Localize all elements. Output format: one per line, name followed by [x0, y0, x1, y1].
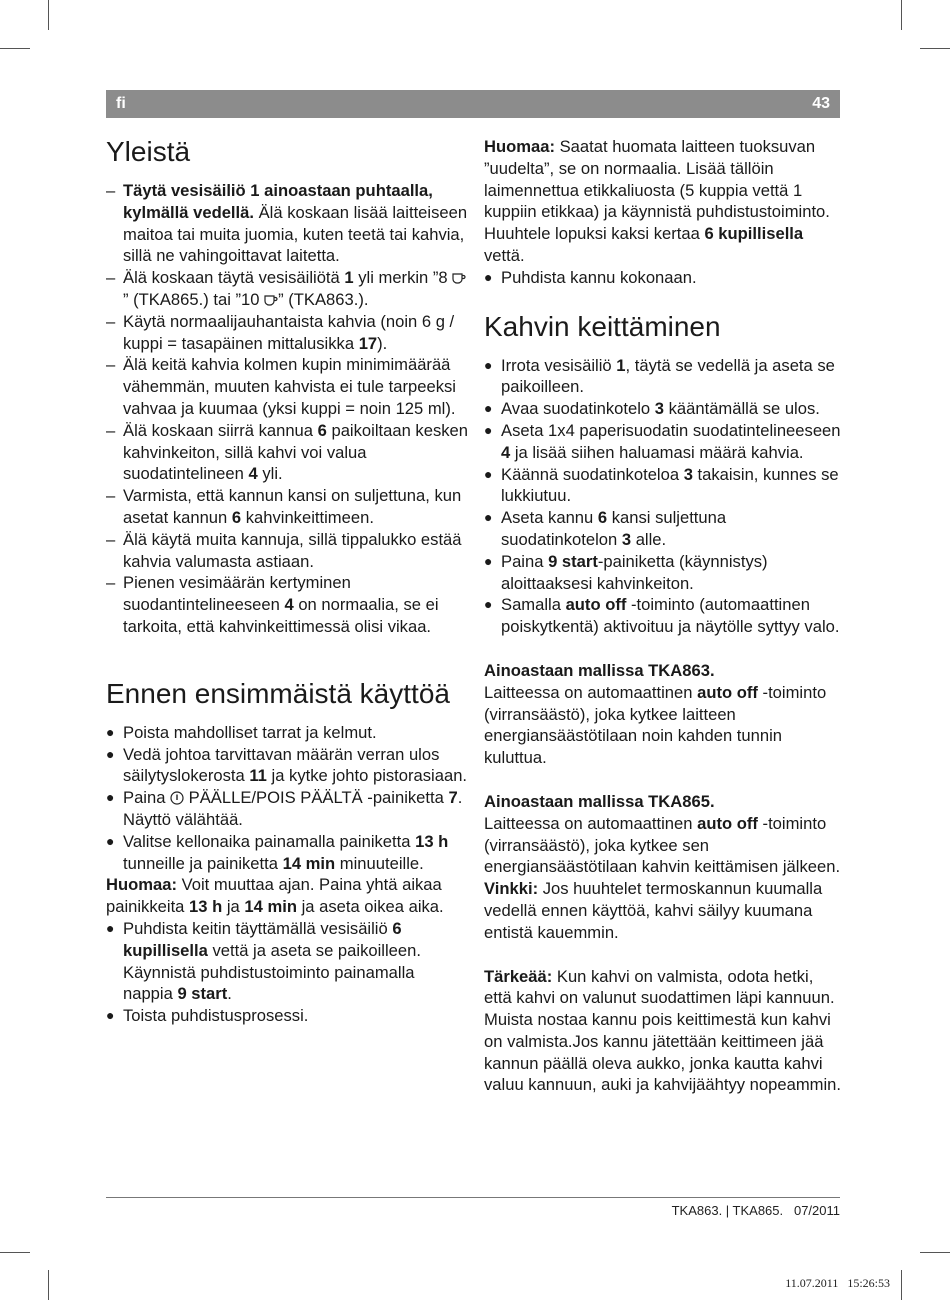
section-heading-general: Yleistä — [106, 136, 191, 167]
list-item: – Älä koskaan siirrä kannua 6 paikoiltaan kesken kahvinkeiton, sillä kahvi voi valua suodatintelineen 4 yli. — [106, 420, 468, 484]
section-heading-first-use: Ennen ensimmäistä käyttöä — [106, 677, 450, 709]
note-paragraph: Huomaa: Voit muuttaa ajan. Paina yhtä aikaa painikkeita 13 h ja 14 min ja aseta oikea aika. — [106, 875, 444, 917]
list-item: – Täytä vesisäiliö 1 ainoastaan puhtaalla, kylmällä vedellä. Älä koskaan lisää laitteiseen maitoa tai muita juomia, kuten teetä tai kahvia, sillä ne vahingoittavat laitetta. — [106, 181, 468, 266]
print-timestamp: 11.07.2011 15:26:53 — [785, 1276, 890, 1290]
important-note: Tärkeää: Kun kahvi on valmista, odota hetki, että kahvi on valunut suodattimen läpi kannuun. Muista nostaa kannu pois keittimestä kun kahvi on valmista.Jos kannu jätettään keittimeen jää kannun päällä oleva aukko, jonka kautta kahvi valuu kannuun, auki ja kahvijäähtyy nopeammin. — [484, 966, 841, 1095]
footer-models: TKA863. | TKA865. 07/2011 — [671, 1203, 840, 1218]
list-item: ● Valitse kellonaika painamalla painiketta 13 h tunneille ja painiketta 14 min minuuteille. — [106, 831, 449, 873]
crop-mark — [920, 48, 950, 49]
page-header-bar — [106, 90, 840, 118]
crop-mark — [901, 0, 902, 30]
left-column — [106, 136, 468, 1027]
list-item: ● Toista puhdistusprosessi. — [106, 1006, 309, 1026]
cup-icon — [452, 273, 466, 284]
list-item: – Älä koskaan täytä vesisäiliötä 1 yli merkin ”8 ” (TKA865.) tai ”10 ” (TKA863.). — [106, 267, 468, 311]
crop-mark — [48, 1270, 49, 1300]
language-code: fi — [116, 95, 126, 112]
list-item: ● Puhdista keitin täyttämällä vesisäiliö 6 kupillisella vettä ja aseta se paikoilleen. Käynnistä puhdistustoiminto painamalla nappia 9 start. — [106, 918, 421, 1004]
list-item: ● Paina 9 start-painiketta (käynnistys) aloittaaksesi kahvinkeiton. — [484, 551, 768, 593]
footer-divider — [106, 1197, 840, 1198]
crop-mark — [920, 1252, 950, 1253]
list-item: – Varmista, että kannun kansi on suljettuna, kun asetat kannun 6 kahvinkeittimeen. — [106, 486, 462, 527]
model-note-tka863: Ainoastaan mallissa TKA863. Laitteessa on automaattinen auto off -toiminto (virransäästö), joka kytkee laitteen energiansäästötilaan noin kahden tunnin kuluttua. — [484, 660, 827, 768]
cup-icon — [264, 295, 278, 306]
page-number: 43 — [812, 95, 830, 112]
list-item: ● Vedä johtoa tarvittavan määrän verran ulos säilytyslokerosta 11 ja kytke johto pistorasiaan. — [106, 744, 468, 786]
crop-mark — [0, 48, 30, 49]
right-column — [484, 136, 844, 1096]
list-item: ● Käännä suodatinkoteloa 3 takaisin, kunnes se lukkiutuu. — [484, 464, 839, 506]
list-item: ● Samalla auto off -toiminto (automaattinen poiskytkentä) aktivoituu ja näytölle syttyy valo. — [484, 595, 840, 637]
list-item: – Pienen vesimäärän kertyminen suodantintelineeseen 4 on normaalia, se ei tarkoita, että kahvinkeittimessä olisi vikaa. — [106, 573, 439, 636]
list-item: ● Avaa suodatinkotelo 3 kääntämällä se ulos. — [484, 399, 820, 419]
list-item: – Käytä normaalijauhantaista kahvia (noin 6 g / kuppi = tasapäinen mittalusikka 17). — [106, 311, 455, 353]
crop-mark — [0, 1252, 30, 1253]
list-item: ● Aseta 1x4 paperisuodatin suodatintelineeseen 4 ja lisää siihen haluamasi määrä kahvia. — [484, 420, 841, 462]
list-item: ● Irrota vesisäiliö 1, täytä se vedellä ja aseta se paikoilleen. — [484, 355, 835, 397]
section-heading-brewing: Kahvin keittäminen — [484, 310, 721, 342]
list-item: – Älä käytä muita kannuja, sillä tippalukko estää kahvia valumasta astiaan. — [106, 529, 462, 571]
list-item: ● Aseta kannu 6 kansi suljettuna suodatinkotelon 3 alle. — [484, 508, 727, 549]
model-note-tka865: Ainoastaan mallissa TKA865. Laitteessa on automaattinen auto off -toiminto (virransäästö), joka kytkee sen energiansäästötilaan kahvin keittämisen jälkeen. Vinkki: Jos huuhtelet termoskannun kuumalla vedellä ennen käyttöä, kahvi säilyy kuumana entistä kauemmin. — [484, 791, 841, 942]
crop-mark — [901, 1270, 902, 1300]
crop-mark — [48, 0, 49, 30]
list-item: ● Puhdista kannu kokonaan. — [484, 267, 697, 287]
list-item: ● Poista mahdolliset tarrat ja kelmut. — [106, 722, 377, 742]
list-item: ● Paina PÄÄLLE/POIS PÄÄLTÄ -painiketta 7. Näyttö välähtää. — [106, 788, 463, 829]
list-item: – Älä keitä kahvia kolmen kupin minimimäärää vähemmän, muuten kahvista ei tule tarpeeksi vahvaa ja kuumaa (yksi kuppi = noin 125 ml). — [106, 355, 456, 418]
note-paragraph: Huomaa: Saatat huomata laitteen tuoksuvan ”uudelta”, se on normaalia. Lisää tällöin laimennettua etikkaliuosta (5 kuppia vettä 1 kuppiin etikkaa) ja käynnistä puhdistustoiminto. Huuhtele lopuksi kaksi kertaa 6 kupillisella vettä. — [484, 137, 830, 265]
power-icon — [170, 789, 184, 803]
